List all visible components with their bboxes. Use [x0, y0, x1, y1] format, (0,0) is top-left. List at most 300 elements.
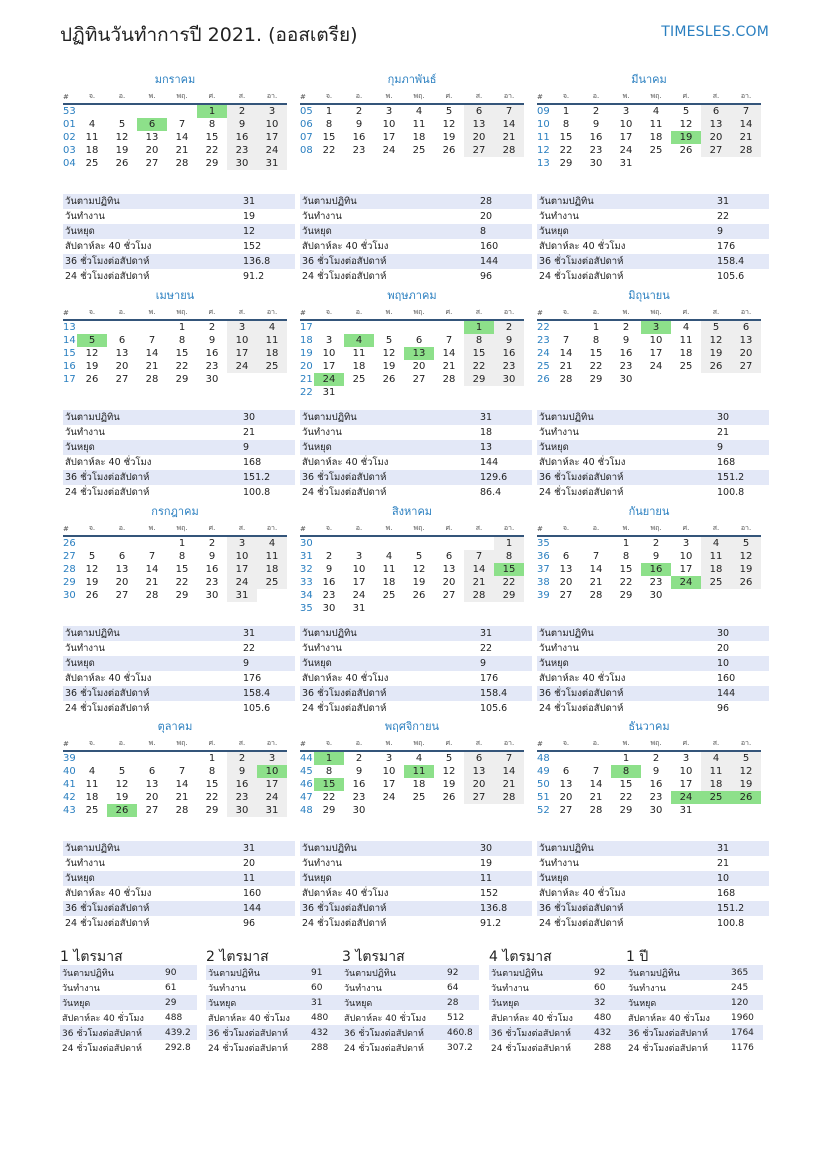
- stat-label: 36 ชั่วโมงต่อสัปดาห์: [537, 254, 715, 269]
- stat-row: [300, 440, 532, 455]
- day-cell: 2: [622, 322, 630, 333]
- month-day-grid: [63, 737, 287, 817]
- stat-value: 105.6: [717, 271, 745, 282]
- day-cell: 12: [701, 334, 731, 347]
- week-row: [537, 373, 761, 386]
- weekday-header: ส.: [701, 737, 731, 751]
- stat-row: [626, 1025, 763, 1040]
- stat-row: [300, 641, 532, 656]
- weekday-header: พฤ.: [404, 737, 434, 751]
- weekday-header: อา.: [494, 306, 524, 320]
- day-cell: 21: [145, 361, 159, 372]
- day-cell: 11: [679, 335, 693, 346]
- stat-value: 21: [717, 858, 730, 869]
- stat-label: สัปดาห์ละ 40 ชั่วโมง: [62, 1013, 144, 1024]
- week-row: [63, 751, 287, 765]
- stat-value: 9: [715, 440, 769, 455]
- week-number: 44: [300, 753, 313, 764]
- stat-label: สัปดาห์ละ 40 ชั่วโมง: [65, 241, 152, 252]
- empty-day-cell: [731, 373, 761, 386]
- week-number: 51: [537, 792, 550, 803]
- day-cell: 16: [494, 347, 524, 360]
- stat-label: 24 ชั่วโมงต่อสัปดาห์: [65, 703, 150, 714]
- week-row: [63, 791, 287, 804]
- day-cell: 16: [352, 779, 366, 790]
- stat-row: [537, 871, 769, 886]
- day-cell: 14: [442, 348, 456, 359]
- day-cell: 22: [205, 145, 219, 156]
- day-cell: 19: [731, 563, 761, 576]
- day-cell: 9: [355, 119, 363, 130]
- stat-row: [300, 194, 532, 209]
- weekday-header: พ.: [137, 522, 167, 536]
- day-cell: 20: [145, 792, 159, 803]
- stat-row: [63, 871, 295, 886]
- month-calendar: [63, 70, 287, 170]
- day-cell: 5: [701, 320, 731, 334]
- month-day-grid: [537, 90, 761, 170]
- stat-value: 158.4: [715, 254, 769, 269]
- day-cell: 4: [88, 766, 96, 777]
- week-number-header: #: [63, 90, 77, 104]
- day-cell: 11: [412, 119, 426, 130]
- day-cell: 27: [701, 144, 731, 157]
- weekday-header: จ.: [314, 522, 344, 536]
- week-number-header: #: [300, 522, 314, 536]
- week-row: [537, 157, 761, 170]
- day-cell: 23: [227, 791, 257, 804]
- day-cell: 11: [701, 550, 731, 563]
- day-cell: 2: [227, 104, 257, 118]
- stat-value: 91.2: [243, 271, 265, 282]
- stat-label: วันตามปฏิทิน: [537, 410, 715, 425]
- week-row: [300, 576, 524, 589]
- stat-value: 144: [478, 254, 532, 269]
- day-cell: 22: [175, 361, 189, 372]
- week-number: 26: [63, 538, 76, 549]
- week-row: [300, 536, 524, 550]
- empty-day-cell: [464, 386, 494, 399]
- stat-label: 36 ชั่วโมงต่อสัปดาห์: [63, 470, 241, 485]
- stat-row: [63, 701, 295, 716]
- weekday-header: ศ.: [197, 737, 227, 751]
- day-cell: 27: [115, 590, 129, 601]
- week-number: 38: [537, 577, 550, 588]
- period-stats-table: [60, 965, 197, 1055]
- stat-row: [63, 455, 295, 470]
- weekday-header: ส.: [227, 90, 257, 104]
- day-cell: 7: [445, 335, 453, 346]
- day-cell: 31: [619, 158, 633, 169]
- stat-row: [537, 239, 769, 254]
- day-cell: 6: [148, 766, 156, 777]
- stat-row: [537, 485, 769, 500]
- day-cell: 29: [559, 158, 573, 169]
- day-cell: 26: [85, 374, 99, 385]
- empty-day-cell: [137, 536, 167, 550]
- weekday-header: พ.: [137, 737, 167, 751]
- day-cell: 26: [442, 792, 456, 803]
- stat-label: วันตามปฏิทิน: [300, 841, 478, 856]
- stat-value: 365: [729, 965, 763, 980]
- stat-value: 12: [241, 224, 295, 239]
- day-cell: 3: [355, 551, 363, 562]
- empty-day-cell: [227, 373, 257, 386]
- week-row: [63, 765, 287, 778]
- day-cell: 27: [412, 374, 426, 385]
- week-row: [63, 347, 287, 360]
- site-brand-link[interactable]: TIMESLES.COM: [661, 24, 769, 40]
- day-cell: 23: [649, 792, 663, 803]
- day-cell: 13: [442, 564, 456, 575]
- week-number: 25: [537, 361, 550, 372]
- day-cell: 26: [701, 360, 731, 373]
- day-cell: 5: [118, 766, 126, 777]
- period-stats-table: [342, 965, 479, 1055]
- stat-row: [63, 916, 295, 931]
- stat-value: 9: [241, 656, 295, 671]
- day-cell: 17: [257, 778, 287, 791]
- day-cell: 4: [88, 119, 96, 130]
- day-cell: 16: [619, 348, 633, 359]
- day-cell: 4: [701, 536, 731, 550]
- stat-label: วันตามปฏิทิน: [60, 965, 163, 980]
- weekday-header: อ.: [344, 90, 374, 104]
- weekday-header: อ.: [344, 737, 374, 751]
- stat-label: วันตามปฏิทิน: [537, 841, 715, 856]
- day-cell: 8: [208, 119, 216, 130]
- day-cell: 20: [115, 361, 129, 372]
- day-cell: 7: [592, 551, 600, 562]
- day-cell: 9: [652, 766, 660, 777]
- week-number-header: #: [63, 737, 77, 751]
- day-cell: 29: [494, 589, 524, 602]
- week-row: [300, 386, 524, 399]
- stat-label: 24 ชั่วโมงต่อสัปดาห์: [65, 487, 150, 498]
- month-day-grid: [537, 306, 761, 386]
- stat-value: 105.6: [243, 703, 271, 714]
- day-cell: 15: [322, 132, 336, 143]
- stat-row: [300, 410, 532, 425]
- stat-row: [537, 440, 769, 455]
- month-calendar: [300, 502, 524, 615]
- day-cell: 25: [701, 576, 731, 589]
- week-row: [63, 334, 287, 347]
- stat-label: 24 ชั่วโมงต่อสัปดาห์: [62, 1043, 142, 1054]
- week-row: [300, 563, 524, 576]
- day-cell: 9: [652, 551, 660, 562]
- weekday-header: พฤ.: [167, 306, 197, 320]
- stat-label: วันหยุด: [206, 995, 309, 1010]
- day-cell: 26: [382, 374, 396, 385]
- week-number: 39: [63, 753, 76, 764]
- week-number: 29: [63, 577, 76, 588]
- stat-row: [342, 980, 479, 995]
- day-cell: 17: [257, 131, 287, 144]
- empty-day-cell: [137, 104, 167, 118]
- weekday-header: ศ.: [434, 306, 464, 320]
- stat-value: 439.2: [163, 1025, 197, 1040]
- empty-day-cell: [404, 386, 434, 399]
- day-cell: 13: [701, 118, 731, 131]
- weekday-header: ส.: [701, 306, 731, 320]
- period-title: 1 ปี: [626, 949, 649, 965]
- stat-row: [626, 965, 763, 980]
- day-cell: 16: [352, 132, 366, 143]
- week-row: [300, 144, 524, 157]
- day-cell: 21: [442, 361, 456, 372]
- day-cell: 23: [322, 590, 336, 601]
- stat-row: [300, 254, 532, 269]
- week-number: 40: [63, 766, 76, 777]
- weekday-header: อา.: [731, 306, 761, 320]
- weekday-header: พ.: [374, 90, 404, 104]
- stat-label: วันหยุด: [537, 871, 715, 886]
- stat-value: 31: [478, 410, 532, 425]
- day-cell: 13: [145, 779, 159, 790]
- empty-day-cell: [731, 804, 761, 817]
- stat-row: [537, 686, 769, 701]
- empty-day-cell: [404, 536, 434, 550]
- stat-row: [537, 886, 769, 901]
- day-cell: 19: [442, 779, 456, 790]
- day-cell: 23: [589, 145, 603, 156]
- empty-day-cell: [701, 589, 731, 602]
- day-cell: 2: [652, 753, 660, 764]
- stat-row: [63, 254, 295, 269]
- day-cell: 15: [619, 779, 633, 790]
- empty-day-cell: [344, 386, 374, 399]
- week-number-header: #: [537, 522, 551, 536]
- stat-row: [489, 1040, 626, 1055]
- stat-row: [342, 1025, 479, 1040]
- month-name: สิงหาคม: [391, 505, 433, 518]
- week-number: 48: [300, 805, 313, 816]
- day-cell: 25: [85, 805, 99, 816]
- empty-day-cell: [77, 536, 107, 550]
- empty-day-cell: [167, 751, 197, 765]
- day-cell: 18: [701, 563, 731, 576]
- stat-value: 176: [480, 673, 499, 684]
- day-cell: 22: [322, 145, 336, 156]
- weekday-header: พฤ.: [167, 90, 197, 104]
- week-row: [537, 550, 761, 563]
- day-cell: 28: [589, 590, 603, 601]
- period-stats-table: [626, 965, 763, 1055]
- weekday-header: จ.: [314, 306, 344, 320]
- day-cell: 6: [464, 104, 494, 118]
- day-cell: 15: [205, 779, 219, 790]
- weekday-header: พ.: [611, 737, 641, 751]
- stat-label: วันทำงาน: [62, 983, 100, 994]
- stat-label: วันหยุด: [300, 440, 478, 455]
- day-cell: 22: [205, 792, 219, 803]
- month-day-grid: [300, 522, 524, 615]
- empty-day-cell: [494, 602, 524, 615]
- weekday-header: พฤ.: [404, 90, 434, 104]
- holiday-day-cell: 8: [611, 765, 641, 778]
- weekday-header: อ.: [107, 306, 137, 320]
- stat-value: 31: [715, 841, 769, 856]
- stat-row: [489, 1010, 626, 1025]
- day-cell: 15: [175, 564, 189, 575]
- week-row: [63, 536, 287, 550]
- holiday-day-cell: 19: [671, 131, 701, 144]
- stat-label: 36 ชั่วโมงต่อสัปดาห์: [342, 1025, 445, 1040]
- holiday-day-cell: 3: [641, 320, 671, 334]
- stat-value: 488: [165, 1012, 183, 1023]
- period-title: 3 ไตรมาส: [342, 949, 405, 965]
- day-cell: 27: [731, 360, 761, 373]
- stat-value: 307.2: [447, 1042, 473, 1053]
- month-name: มิถุนายน: [628, 289, 670, 302]
- stat-label: สัปดาห์ละ 40 ชั่วโมง: [491, 1013, 573, 1024]
- month-name: พฤษภาคม: [387, 289, 437, 302]
- stat-value: 9: [715, 224, 769, 239]
- stat-label: วันหยุด: [342, 995, 445, 1010]
- week-number: 47: [300, 792, 313, 803]
- stat-label: สัปดาห์ละ 40 ชั่วโมง: [539, 457, 626, 468]
- stat-label: สัปดาห์ละ 40 ชั่วโมง: [208, 1013, 290, 1024]
- stat-value: 288: [594, 1042, 612, 1053]
- stat-label: วันตามปฏิทิน: [63, 410, 241, 425]
- day-cell: 18: [85, 792, 99, 803]
- month-name: ธันวาคม: [628, 720, 670, 733]
- stat-label: 36 ชั่วโมงต่อสัปดาห์: [63, 254, 241, 269]
- stat-label: 36 ชั่วโมงต่อสัปดาห์: [63, 901, 241, 916]
- day-cell: 5: [682, 106, 690, 117]
- day-cell: 7: [592, 766, 600, 777]
- day-cell: 19: [731, 778, 761, 791]
- week-number: 15: [63, 348, 76, 359]
- week-number: 45: [300, 766, 313, 777]
- month-name: พฤศจิกายน: [384, 720, 440, 733]
- day-cell: 29: [619, 590, 633, 601]
- day-cell: 23: [352, 145, 366, 156]
- stat-label: 36 ชั่วโมงต่อสัปดาห์: [300, 901, 478, 916]
- week-number: 27: [63, 551, 76, 562]
- week-number: 35: [300, 603, 313, 614]
- day-cell: 1: [325, 106, 333, 117]
- day-cell: 5: [445, 106, 453, 117]
- stat-row: [537, 194, 769, 209]
- stat-label: วันทำงาน: [302, 643, 342, 654]
- stat-label: วันหยุด: [489, 995, 592, 1010]
- week-number-header: #: [300, 737, 314, 751]
- stat-value: 11: [478, 871, 532, 886]
- day-cell: 30: [589, 158, 603, 169]
- holiday-day-cell: 26: [107, 804, 137, 817]
- day-cell: 10: [382, 119, 396, 130]
- day-cell: 25: [352, 374, 366, 385]
- holiday-day-cell: 16: [641, 563, 671, 576]
- day-cell: 31: [257, 157, 287, 170]
- weekday-header: พ.: [374, 306, 404, 320]
- stat-label: 36 ชั่วโมงต่อสัปดาห์: [537, 901, 715, 916]
- day-cell: 13: [559, 564, 573, 575]
- day-cell: 5: [415, 551, 423, 562]
- stat-row: [537, 656, 769, 671]
- weekday-header: จ.: [77, 737, 107, 751]
- day-cell: 28: [175, 158, 189, 169]
- stat-value: 158.4: [241, 686, 295, 701]
- stat-value: 151.2: [715, 901, 769, 916]
- stat-row: [342, 1010, 479, 1025]
- week-row: [63, 104, 287, 118]
- day-cell: 6: [445, 551, 453, 562]
- stat-row: [300, 269, 532, 284]
- weekday-header: อา.: [731, 90, 761, 104]
- stat-value: 460.8: [445, 1025, 479, 1040]
- stat-row: [489, 965, 626, 980]
- weekday-header: อา.: [494, 737, 524, 751]
- day-cell: 13: [464, 118, 494, 131]
- week-number: 39: [537, 590, 550, 601]
- empty-day-cell: [731, 589, 761, 602]
- stat-value: 31: [309, 995, 343, 1010]
- stat-row: [342, 1040, 479, 1055]
- month-name: กรกฎาคม: [151, 505, 199, 518]
- month-stats-table: [300, 194, 532, 284]
- stat-row: [206, 1040, 343, 1055]
- week-number: 31: [300, 551, 313, 562]
- month-day-grid: [63, 306, 287, 386]
- weekday-header: พ.: [137, 306, 167, 320]
- stat-label: วันตามปฏิทิน: [342, 965, 445, 980]
- day-cell: 18: [701, 778, 731, 791]
- weekday-header: พ.: [374, 522, 404, 536]
- stat-label: 36 ชั่วโมงต่อสัปดาห์: [206, 1025, 309, 1040]
- day-cell: 4: [257, 320, 287, 334]
- holiday-day-cell: 15: [314, 778, 344, 791]
- stat-label: 36 ชั่วโมงต่อสัปดาห์: [489, 1025, 592, 1040]
- stat-label: วันทำงาน: [344, 983, 382, 994]
- day-cell: 1: [622, 538, 630, 549]
- day-cell: 22: [494, 576, 524, 589]
- weekday-header: พฤ.: [641, 90, 671, 104]
- stat-row: [60, 995, 197, 1010]
- day-cell: 12: [115, 132, 129, 143]
- day-cell: 30: [494, 373, 524, 386]
- empty-day-cell: [551, 536, 581, 550]
- day-cell: 6: [118, 551, 126, 562]
- week-number: 30: [300, 538, 313, 549]
- weekday-header: พ.: [611, 522, 641, 536]
- stat-label: 24 ชั่วโมงต่อสัปดาห์: [539, 918, 624, 929]
- stat-label: สัปดาห์ละ 40 ชั่วโมง: [539, 673, 626, 684]
- empty-day-cell: [404, 804, 434, 817]
- weekday-header: ส.: [701, 90, 731, 104]
- empty-day-cell: [671, 373, 701, 386]
- week-number: 52: [537, 805, 550, 816]
- stat-row: [300, 686, 532, 701]
- day-cell: 19: [442, 132, 456, 143]
- stat-row: [626, 1010, 763, 1025]
- day-cell: 21: [494, 131, 524, 144]
- day-cell: 14: [731, 118, 761, 131]
- stat-label: 24 ชั่วโมงต่อสัปดาห์: [539, 487, 624, 498]
- stat-value: 176: [717, 241, 736, 252]
- stat-row: [63, 224, 295, 239]
- empty-day-cell: [671, 589, 701, 602]
- day-cell: 7: [148, 335, 156, 346]
- stat-value: 29: [163, 995, 197, 1010]
- day-cell: 16: [589, 132, 603, 143]
- week-row: [537, 144, 761, 157]
- stat-value: 30: [241, 410, 295, 425]
- day-cell: 14: [559, 348, 573, 359]
- stat-value: 28: [478, 194, 532, 209]
